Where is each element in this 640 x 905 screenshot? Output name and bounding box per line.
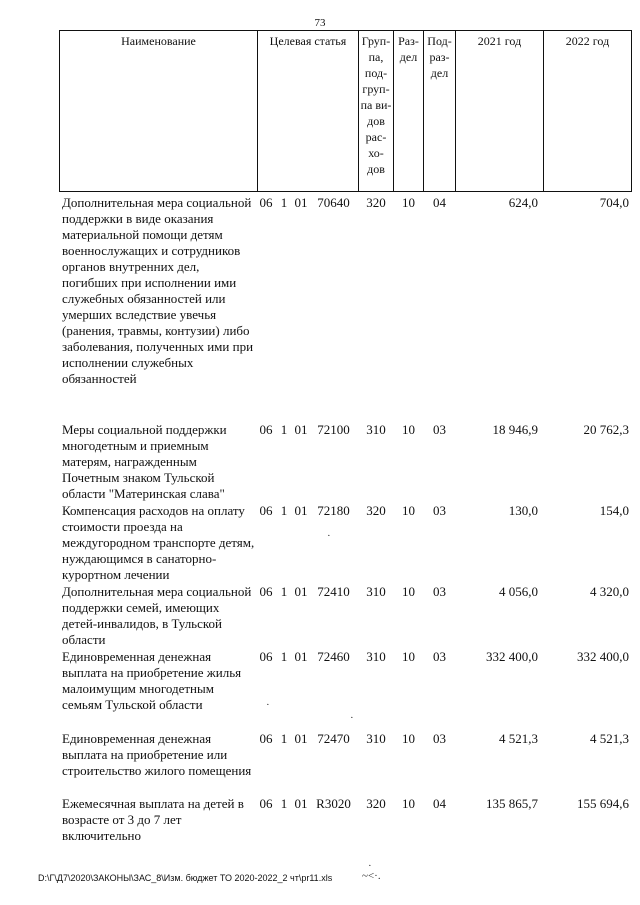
row-subsection: 03 — [433, 731, 446, 746]
row-name: Единовременная денежная выплата на приобретение жилья малоимущим многодетным семьям Тульской области — [62, 649, 242, 712]
row-code-subprogram: 1 — [280, 649, 288, 664]
scan-mark: · — [266, 699, 270, 711]
row-value-2022: 704,0 — [599, 195, 629, 210]
row-subsection: 03 — [433, 422, 446, 437]
row-code-program: 06 — [259, 649, 273, 664]
header-year-2021: 2021 год — [477, 34, 522, 48]
row-code-event: 01 — [294, 195, 308, 210]
row-code-direction: 70640 — [317, 195, 350, 210]
column-divider — [59, 30, 60, 192]
row-section: 10 — [402, 796, 415, 811]
row-section: 10 — [402, 584, 415, 599]
table-border-top — [59, 30, 632, 31]
row-code-direction: 72410 — [317, 584, 350, 599]
row-name: Ежемесячная выплата на детей в возрасте от 3 до 7 лет включительно — [62, 796, 244, 843]
row-group: 310 — [366, 422, 386, 437]
row-code-direction: R3020 — [316, 796, 351, 811]
scan-mark: · — [327, 530, 331, 542]
header-year-2022: 2022 год — [565, 34, 610, 48]
scan-mark: · — [350, 712, 354, 724]
column-divider — [631, 30, 632, 192]
row-group: 320 — [366, 503, 386, 518]
row-code-subprogram: 1 — [280, 422, 288, 437]
row-code-program: 06 — [259, 195, 273, 210]
row-code-program: 06 — [259, 731, 273, 746]
row-value-2021: 624,0 — [508, 195, 538, 210]
row-code-direction: 72470 — [317, 731, 350, 746]
row-value-2022: 20 762,3 — [583, 422, 629, 437]
file-path-footer: D:\Г\Д7\2020\ЗАКОНЫ\ЗАС_8\Изм. бюджет ТО 2020-2022_2 чт\pr11.xls — [38, 873, 333, 883]
row-value-2021: 332 400,0 — [486, 649, 538, 664]
row-value-2022: 155 694,6 — [577, 796, 629, 811]
row-code-subprogram: 1 — [280, 195, 288, 210]
scan-mark: · — [368, 860, 372, 872]
row-group: 320 — [366, 195, 386, 210]
header-target-article: Целевая статья — [269, 34, 347, 48]
row-code-program: 06 — [259, 584, 273, 599]
row-subsection: 04 — [433, 796, 446, 811]
row-section: 10 — [402, 195, 415, 210]
row-value-2021: 130,0 — [508, 503, 538, 518]
row-section: 10 — [402, 422, 415, 437]
header-section: Раз- дел — [398, 34, 419, 64]
row-subsection: 03 — [433, 649, 446, 664]
row-code-program: 06 — [259, 796, 273, 811]
row-code-event: 01 — [294, 649, 308, 664]
row-group: 310 — [366, 649, 386, 664]
row-group: 310 — [366, 731, 386, 746]
row-subsection: 03 — [433, 503, 446, 518]
row-section: 10 — [402, 731, 415, 746]
row-value-2021: 135 865,7 — [486, 796, 538, 811]
row-code-direction: 72460 — [317, 649, 350, 664]
row-code-event: 01 — [294, 584, 308, 599]
column-divider — [543, 30, 544, 192]
row-value-2022: 4 320,0 — [590, 584, 629, 599]
row-group: 320 — [366, 796, 386, 811]
header-subsection: Под- раз- дел — [427, 34, 452, 80]
row-name: Меры социальной поддержки многодетным и приемным матерям, награжденным Почетным знаком Тульской области "Материнская слава" — [62, 422, 227, 501]
table-header-bottom-border — [59, 191, 632, 192]
scan-mark: ~<·. — [362, 870, 381, 882]
row-section: 10 — [402, 649, 415, 664]
row-code-event: 01 — [294, 731, 308, 746]
row-value-2021: 4 056,0 — [499, 584, 538, 599]
row-code-subprogram: 1 — [280, 503, 288, 518]
row-name: Дополнительная мера социальной поддержки в виде оказания материальной помощи детям военнослужащих и сотрудников органов внутренних дел, погибших при исполнении ими служебных обязанностей или умерших вследствие увечья (ранения, травмы, контузии) либо заболевания, полученных ими при исполнении служебных обязанностей — [62, 195, 254, 386]
row-name: Компенсация расходов на оплату стоимости проезда на междугородном транспорте детям, нуждающимся в санаторно-курортном лечении — [62, 503, 255, 582]
row-value-2022: 4 521,3 — [590, 731, 629, 746]
row-value-2022: 154,0 — [599, 503, 629, 518]
row-code-event: 01 — [294, 503, 308, 518]
row-code-subprogram: 1 — [280, 796, 288, 811]
row-group: 310 — [366, 584, 386, 599]
row-subsection: 03 — [433, 584, 446, 599]
page-number: 73 — [314, 17, 326, 29]
row-code-direction: 72180 — [317, 503, 350, 518]
header-name: Наименование — [121, 34, 196, 48]
row-code-event: 01 — [294, 796, 308, 811]
row-code-subprogram: 1 — [280, 584, 288, 599]
row-name: Дополнительная мера социальной поддержки семей, имеющих детей-инвалидов, в Тульской области — [62, 584, 252, 647]
column-divider — [257, 30, 258, 192]
row-code-event: 01 — [294, 422, 308, 437]
header-group: Груп- па, под- груп- па ви- дов рас- хо- дов — [360, 34, 392, 176]
row-code-program: 06 — [259, 503, 273, 518]
column-divider — [455, 30, 456, 192]
row-name: Единовременная денежная выплата на приобретение или строительство жилого помещения — [62, 731, 252, 778]
row-section: 10 — [402, 503, 415, 518]
row-code-direction: 72100 — [317, 422, 350, 437]
row-value-2022: 332 400,0 — [577, 649, 629, 664]
row-value-2021: 18 946,9 — [492, 422, 538, 437]
row-subsection: 04 — [433, 195, 446, 210]
row-code-subprogram: 1 — [280, 731, 288, 746]
row-value-2021: 4 521,3 — [499, 731, 538, 746]
row-code-program: 06 — [259, 422, 273, 437]
